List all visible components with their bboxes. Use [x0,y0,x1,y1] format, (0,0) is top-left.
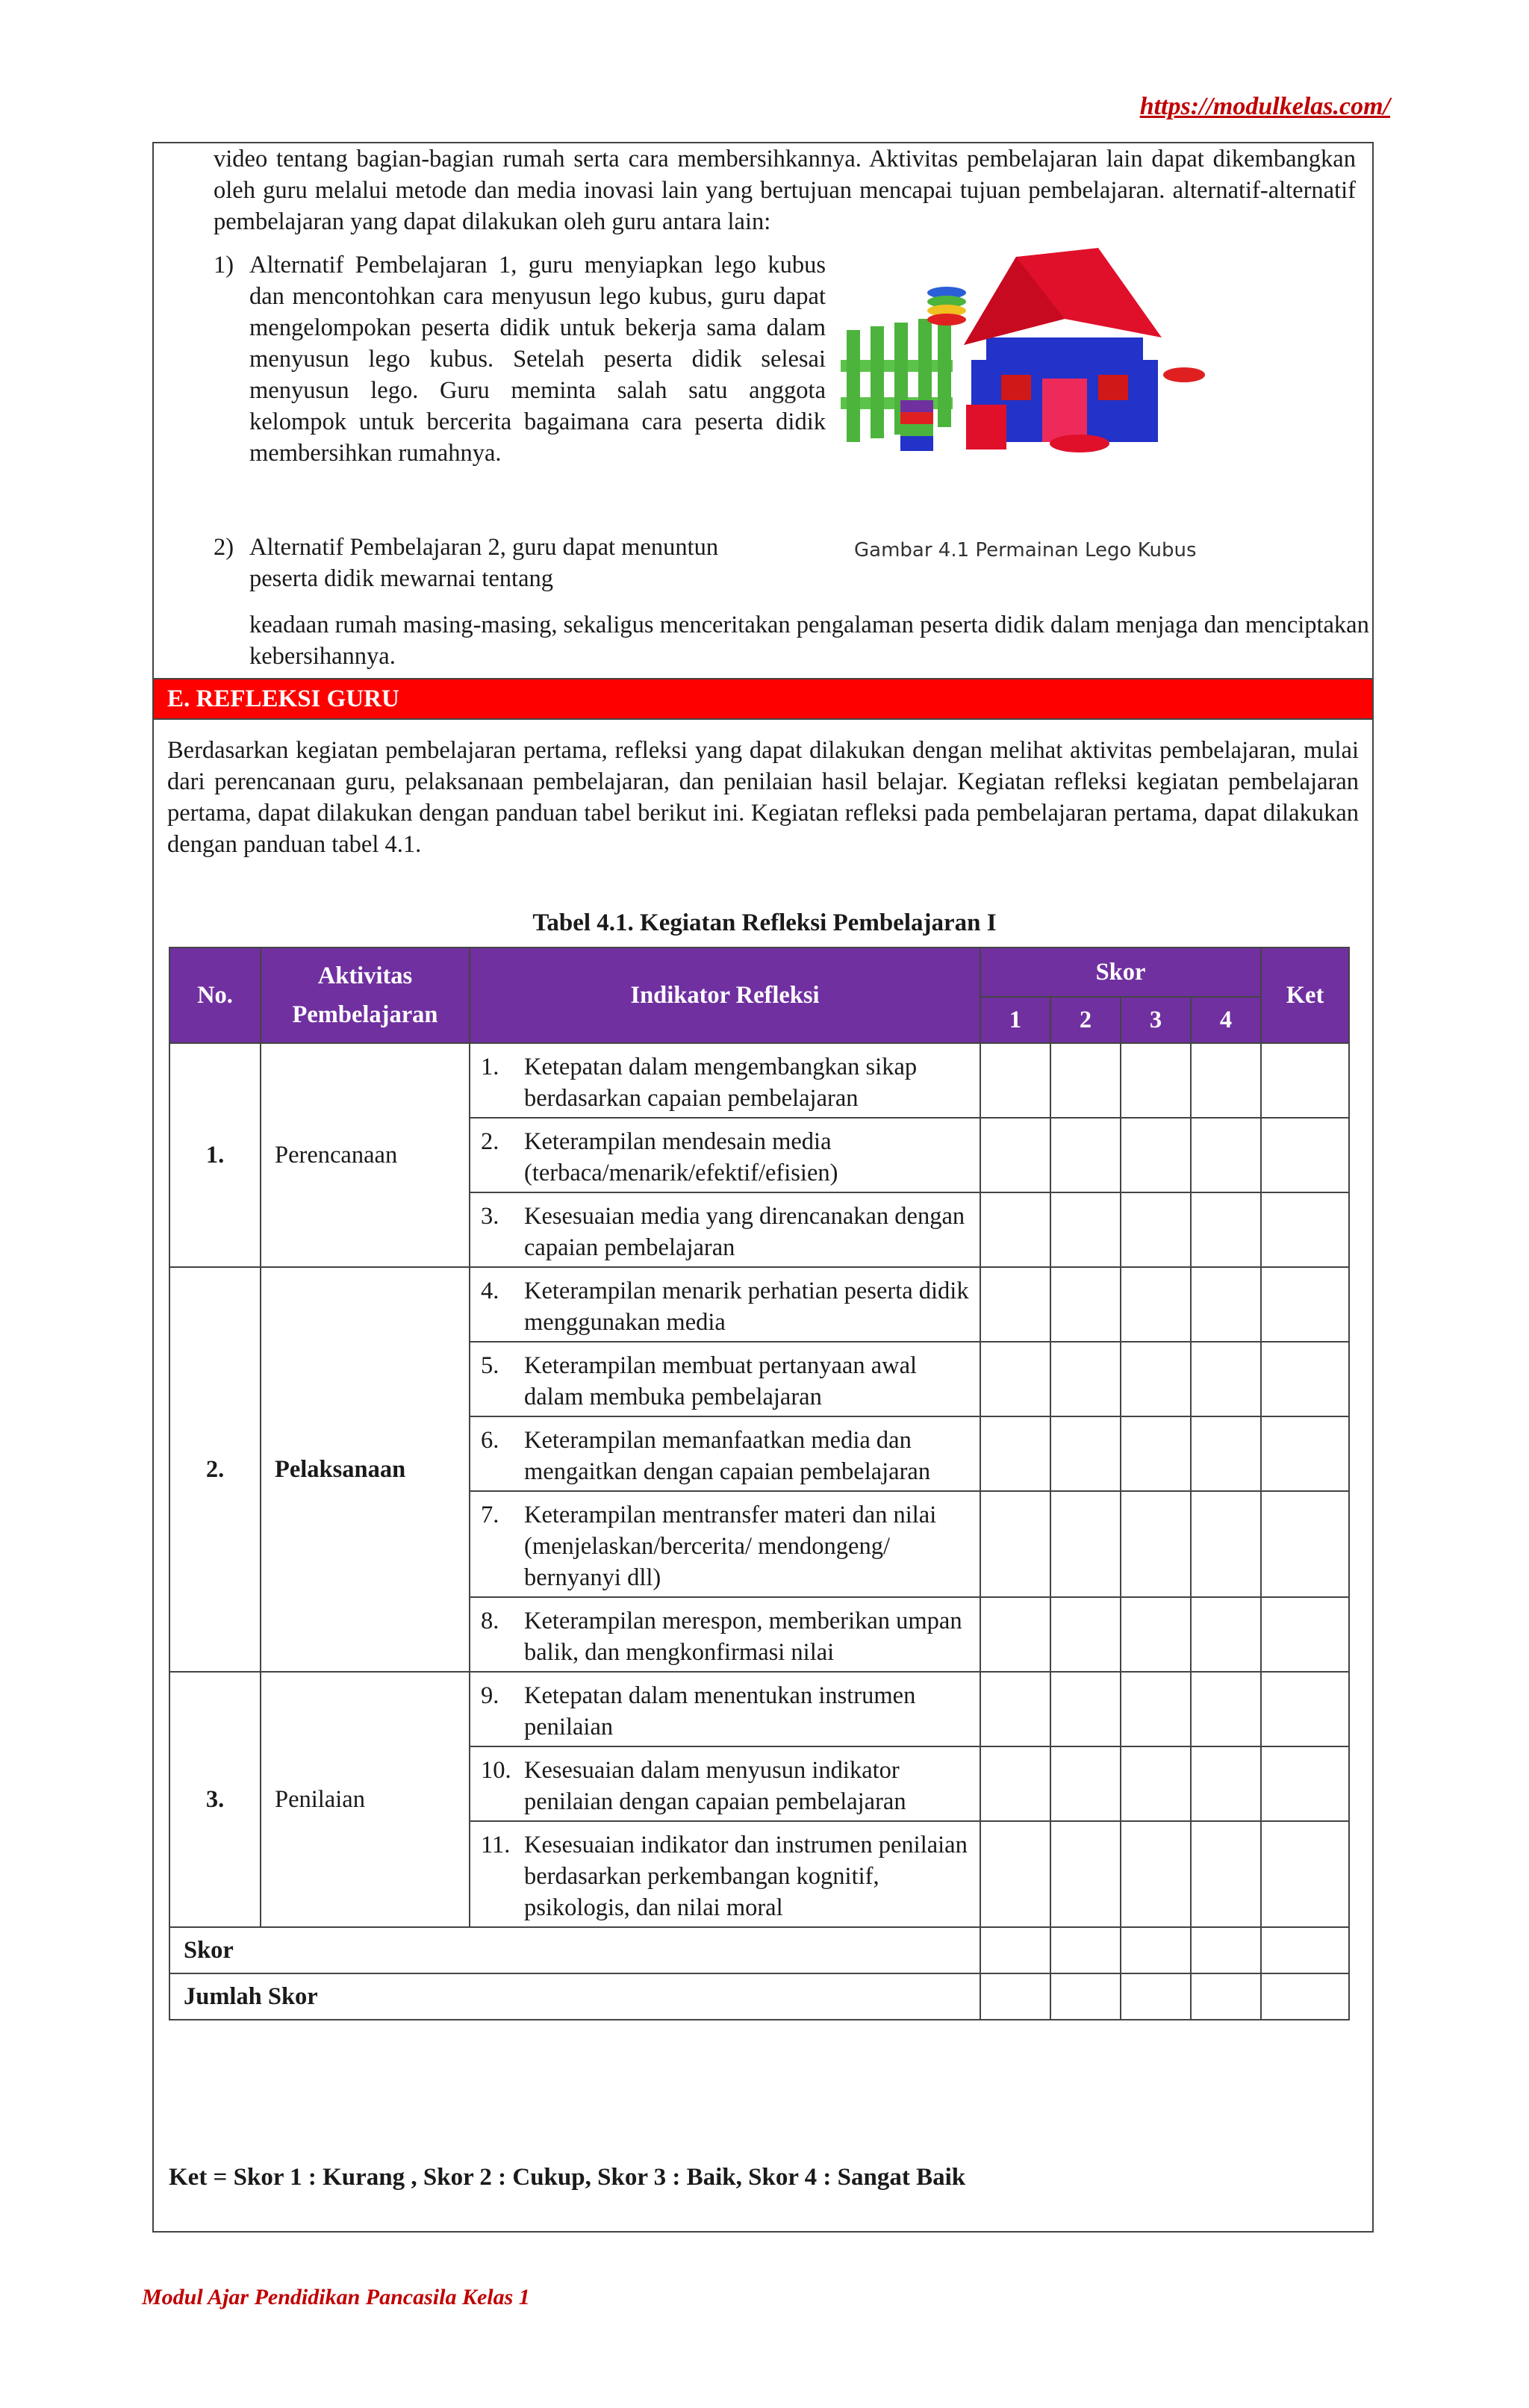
ket-cell[interactable] [1261,1597,1349,1672]
indicator-text: Keterampilan menarik perhatian peserta didik menggunakan media [524,1278,969,1336]
score-cell[interactable] [1191,1672,1261,1746]
indicator-number: 1. [481,1054,499,1080]
alternative-text: Alternatif Pembelajaran 1, guru menyiapkan lego kubus dan mencontohkan cara menyusun lego kubus, guru dapat mengelompokan peserta didik untuk bekerja sama dalam menyusun lego kubus. Setelah peserta didik selesai menyusun lego. Guru meminta salah satu anggota kelompok untuk bercerita bagaimana cara peserta didik membersihkan rumahnya. [249,252,826,467]
header-indicator: Indikator Refleksi [470,948,980,1043]
section-title: E. REFLEKSI GURU [167,685,399,712]
score-cell[interactable] [1121,1821,1191,1927]
table-row [169,1267,1349,1342]
indicator-text: Keterampilan memanfaatkan media dan mengaitkan dengan capaian pembelajaran [524,1427,931,1485]
indicator-cell [470,1416,980,1491]
ket-cell[interactable] [1261,1416,1349,1491]
indicator-text: Keterampilan mendesain media (terbaca/menarik/efektif/efisien) [524,1128,838,1186]
group-number: 2. [169,1267,261,1672]
group-activity: Penilaian [261,1672,470,1927]
ket-cell[interactable] [1261,1043,1349,1118]
score-cell[interactable] [1121,1342,1191,1416]
alternative-number: 2) [214,534,234,561]
intro-paragraph: video tentang bagian-bagian rumah serta cara membersihkannya. Aktivitas pembelajaran lain dapat dikembangkan oleh guru melalui metode dan media inovasi lain yang bertujuan mencapai tujuan pembelajaran. alternatif-alternatif pembelajaran yang dapat dilakukan oleh guru antara lain: [214,146,1356,235]
score-cell[interactable] [1191,1927,1261,1973]
score-cell[interactable] [1121,1416,1191,1491]
alternative-2-continuation: keadaan rumah masing-masing, sekaligus menceritakan pengalaman peserta didik dalam menjaga dan menciptakan kebersihannya. [249,612,1369,670]
ket-cell[interactable] [1261,1821,1349,1927]
header-activity-line2: Pembelajaran [292,1001,438,1028]
indicator-cell [470,1672,980,1746]
table-row-jumlah-skor [169,1973,1349,2020]
header-score-col: 3 [1121,997,1191,1043]
score-cell[interactable] [1050,1043,1121,1118]
footer-text: Modul Ajar Pendidikan Pancasila Kelas 1 [142,2285,530,2309]
indicator-text: Ketepatan dalam menentukan instrumen penilaian [524,1682,916,1740]
table-caption: Tabel 4.1. Kegiatan Refleksi Pembelajaran I [532,909,997,936]
indicator-number: 3. [481,1203,499,1230]
indicator-text: Keterampilan membuat pertanyaan awal dalam membuka pembelajaran [524,1352,918,1410]
group-number: 3. [169,1672,261,1927]
header-activity [261,948,470,1043]
score-cell[interactable] [1050,1192,1121,1267]
score-legend: Ket = Skor 1 : Kurang , Skor 2 : Cukup, Skor 3 : Baik, Skor 4 : Sangat Baik [169,2164,966,2191]
score-cell[interactable] [1191,1416,1261,1491]
alternative-number: 1) [214,252,234,279]
score-cell[interactable] [1191,1821,1261,1927]
score-cell[interactable] [1121,1491,1191,1597]
score-cell[interactable] [980,1821,1050,1927]
score-cell[interactable] [1121,1192,1191,1267]
header-score: Skor [980,948,1261,997]
fence-icon [841,315,953,442]
score-cell[interactable] [1121,1043,1191,1118]
score-cell[interactable] [1121,1746,1191,1821]
group-number: 1. [169,1043,261,1267]
indicator-number: 2. [481,1128,499,1155]
ket-cell[interactable] [1261,1342,1349,1416]
table-row [169,1672,1349,1746]
score-cell[interactable] [1050,1597,1121,1672]
table-row [169,1043,1349,1118]
score-cell[interactable] [980,1597,1050,1672]
score-cell[interactable] [1050,1927,1121,1973]
header-ket: Ket [1261,948,1349,1043]
ket-cell[interactable] [1261,1267,1349,1342]
indicator-number: 8. [481,1608,499,1634]
indicator-cell [470,1267,980,1342]
score-cell[interactable] [1191,1043,1261,1118]
score-cell[interactable] [1050,1491,1121,1597]
score-cell[interactable] [980,1118,1050,1192]
header-activity-line1: Aktivitas [317,962,413,989]
score-cell[interactable] [980,1342,1050,1416]
indicator-cell [470,1192,980,1267]
table-row-skor [169,1927,1349,1973]
ket-cell[interactable] [1261,1672,1349,1746]
indicator-text: Keterampilan mentransfer materi dan nilai (menjelaskan/bercerita/ mendongeng/ bernyanyi dll) [524,1502,937,1591]
score-cell[interactable] [1050,1821,1121,1927]
indicator-text: Kesesuaian dalam menyusun indikator penilaian dengan capaian pembelajaran [524,1757,906,1815]
score-cell[interactable] [1191,1973,1261,2020]
lego-house-illustration [841,248,1259,457]
score-cell[interactable] [1050,1267,1121,1342]
group-activity: Perencanaan [261,1043,470,1267]
score-cell[interactable] [1050,1342,1121,1416]
score-cell[interactable] [980,1746,1050,1821]
indicator-number: 10. [481,1757,511,1784]
alternative-text: Alternatif Pembelajaran 2, guru dapat menuntun peserta didik mewarnai tentang [249,534,719,592]
score-cell[interactable] [1191,1192,1261,1267]
score-cell[interactable] [1121,1927,1191,1973]
score-cell[interactable] [1121,1597,1191,1672]
score-cell[interactable] [1191,1267,1261,1342]
score-cell[interactable] [980,1267,1050,1342]
score-cell[interactable] [1191,1491,1261,1597]
header-score-col: 4 [1191,997,1261,1043]
header-score-col: 1 [980,997,1050,1043]
indicator-cell [470,1821,980,1927]
indicator-cell [470,1746,980,1821]
indicator-cell [470,1597,980,1672]
indicator-text: Kesesuaian media yang direncanakan dengan capaian pembelajaran [524,1203,965,1261]
indicator-number: 6. [481,1427,499,1454]
indicator-number: 7. [481,1502,499,1528]
score-cell[interactable] [980,1491,1050,1597]
indicator-number: 9. [481,1682,499,1709]
score-cell[interactable] [1050,1672,1121,1746]
indicator-text: Keterampilan merespon, memberikan umpan balik, dan mengkonfirmasi nilai [524,1608,962,1666]
ket-cell[interactable] [1261,1192,1349,1267]
summary-label: Jumlah Skor [169,1973,980,2020]
score-cell[interactable] [1050,1746,1121,1821]
header-no: No. [169,948,261,1043]
group-activity: Pelaksanaan [261,1267,470,1672]
reflection-paragraph: Berdasarkan kegiatan pembelajaran pertama, refleksi yang dapat dilakukan dengan melihat aktivitas pembelajaran, mulai dari perencanaan guru, pelaksanaan pembelajaran, dan penilaian hasil belajar. Kegiatan refleksi kegiatan pembelajaran pertama, dapat dilakukan dengan panduan tabel berikut ini. Kegiatan refleksi pada pembelajaran pertama, dapat dilakukan dengan panduan tabel 4.1. [167,737,1359,858]
score-cell[interactable] [1121,1118,1191,1192]
score-cell[interactable] [1121,1267,1191,1342]
indicator-cell [470,1342,980,1416]
indicator-number: 5. [481,1352,499,1379]
summary-label: Skor [169,1927,980,1973]
score-cell[interactable] [1191,1342,1261,1416]
header-score-col: 2 [1050,997,1121,1043]
indicator-text: Kesesuaian indikator dan instrumen penilaian berdasarkan perkembangan kognitif, psikologis, dan nilai moral [524,1832,968,1921]
section-header-bar [154,678,1372,720]
score-cell[interactable] [980,1672,1050,1746]
score-cell[interactable] [980,1043,1050,1118]
ket-cell[interactable] [1261,1491,1349,1597]
indicator-number: 4. [481,1278,499,1304]
content-frame [152,142,1374,2233]
score-cell[interactable] [980,1192,1050,1267]
header-url-link[interactable]: https://modulkelas.com/ [1139,93,1390,120]
score-cell[interactable] [1121,1973,1191,2020]
score-cell[interactable] [1191,1746,1261,1821]
indicator-text: Ketepatan dalam mengembangkan sikap berdasarkan capaian pembelajaran [524,1054,918,1112]
ket-cell[interactable] [1261,1118,1349,1192]
ket-cell[interactable] [1261,1927,1349,1973]
score-cell[interactable] [1121,1672,1191,1746]
reflection-table [169,947,1350,2020]
figure-caption: Gambar 4.1 Permainan Lego Kubus [854,539,1197,561]
score-cell[interactable] [1191,1118,1261,1192]
ket-cell[interactable] [1261,1973,1349,2020]
score-cell[interactable] [1050,1118,1121,1192]
indicator-cell [470,1118,980,1192]
score-cell[interactable] [1050,1973,1121,2020]
indicator-cell [470,1491,980,1597]
score-cell[interactable] [980,1416,1050,1491]
score-cell[interactable] [1191,1597,1261,1672]
ket-cell[interactable] [1261,1746,1349,1821]
indicator-cell [470,1043,980,1118]
score-cell[interactable] [980,1927,1050,1973]
indicator-number: 11. [481,1832,511,1858]
score-cell[interactable] [1050,1416,1121,1491]
score-cell[interactable] [980,1973,1050,2020]
